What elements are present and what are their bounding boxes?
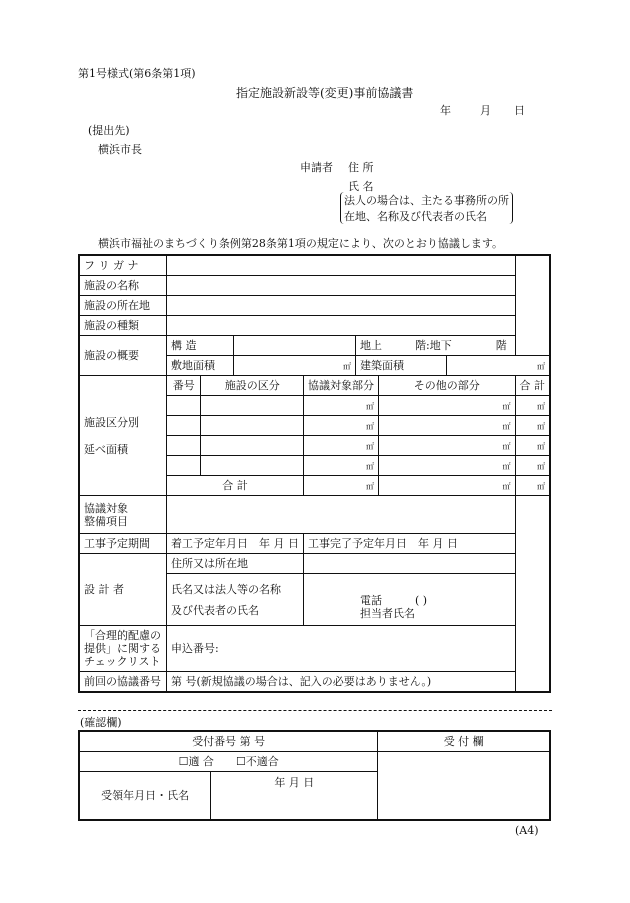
date-year: 年 (440, 104, 451, 117)
total-total[interactable] (515, 476, 550, 496)
building-area-label: 建築面積 (356, 356, 447, 376)
end-ymd: 年 月 日 (417, 537, 458, 550)
checklist-line-3: チェックリスト (84, 655, 161, 668)
other-field[interactable] (378, 396, 515, 416)
target-items-field[interactable] (166, 496, 515, 534)
number-field[interactable] (166, 456, 201, 476)
total-other[interactable] (378, 476, 515, 496)
division-area-label (79, 376, 166, 496)
consultation-table (78, 254, 551, 693)
designer-address-label: 住所又は所在地 (166, 554, 303, 574)
name-label: 氏 名 (348, 180, 374, 193)
unit: ㎡ (502, 461, 511, 471)
other-field[interactable] (378, 456, 515, 476)
division-field[interactable] (201, 456, 304, 476)
total-target[interactable] (303, 476, 378, 496)
corp-note (340, 192, 513, 224)
structure-label: 構 造 (166, 336, 233, 356)
receipt-no-field[interactable]: 受付番号 第 号 (79, 731, 378, 752)
target-field[interactable] (303, 436, 378, 456)
facility-overview-label: 施設の概要 (79, 336, 166, 376)
target-field[interactable] (303, 396, 378, 416)
total-field[interactable] (515, 396, 550, 416)
address-label: 住 所 (348, 161, 374, 174)
corp-note-line-1: 法人の場合は、主たる事務所の所 (344, 194, 509, 207)
number-field[interactable] (166, 436, 201, 456)
start-label: 着工予定年月日 (170, 537, 248, 550)
site-area-field[interactable] (233, 356, 355, 376)
unit: ㎡ (365, 481, 374, 491)
furigana-label: フ リ ガ ナ (79, 255, 166, 276)
number-field[interactable] (166, 396, 201, 416)
furigana-field[interactable] (166, 255, 515, 276)
conformity-field (79, 752, 378, 772)
unit: ㎡ (502, 421, 511, 431)
phone-label: 電話 (359, 593, 382, 607)
unit: ㎡ (502, 441, 511, 451)
document-title: 指定施設新設等(変更)事前協議書 (236, 86, 414, 100)
unit: ㎡ (502, 401, 511, 411)
total-row-label: 合 計 (166, 476, 303, 496)
col-total: 合 計 (515, 376, 550, 396)
receipt-stamp-field[interactable] (378, 752, 550, 820)
floors-end: 階 (495, 339, 507, 352)
target-items-line-1: 協議対象 (84, 501, 128, 515)
end-date-field[interactable] (303, 534, 515, 554)
checklist-label (79, 626, 166, 672)
unit: ㎡ (365, 461, 374, 471)
division-field[interactable] (201, 416, 304, 436)
floors-above: 地上 (360, 339, 383, 352)
applicant-label: 申請者 (300, 161, 333, 174)
facility-name-field[interactable] (166, 276, 515, 296)
designer-name-field[interactable] (303, 574, 515, 626)
unit: ㎡ (537, 441, 545, 451)
total-field[interactable] (515, 416, 550, 436)
form-number: 第1号様式(第6条第1項) (78, 67, 196, 80)
unit: ㎡ (365, 421, 374, 431)
designer-address-field[interactable] (303, 554, 515, 574)
unit: ㎡ (365, 441, 374, 451)
prev-no-field[interactable]: 第 号(新規協議の場合は、記入の必要はありません。) (166, 672, 515, 693)
date-day: 日 (514, 104, 525, 117)
receipt-date-name-label: 受領年月日・氏名 (79, 772, 211, 820)
confirm-table (78, 730, 551, 821)
division-label-1: 施設区分別 (84, 415, 139, 429)
checklist-line-2: 提供」に関する (84, 642, 161, 655)
unit: ㎡ (537, 401, 545, 411)
unit: ㎡ (537, 361, 545, 371)
application-no-field[interactable] (166, 626, 515, 672)
nonconform-checkbox[interactable]: ☐不適合 (235, 755, 279, 768)
division-label-2: 延べ面積 (84, 442, 128, 456)
other-field[interactable] (378, 416, 515, 436)
date-month: 月 (480, 104, 491, 117)
phone-parens: ( ) (414, 593, 428, 607)
facility-type-field[interactable] (166, 316, 515, 336)
unit: ㎡ (343, 361, 352, 371)
conform-checkbox[interactable]: ☐適 合 (178, 755, 214, 768)
facility-location-label: 施設の所在地 (79, 296, 166, 316)
designer-label: 設 計 者 (79, 554, 166, 626)
building-area-field[interactable] (447, 356, 551, 376)
unit: ㎡ (537, 461, 545, 471)
col-number: 番号 (166, 376, 201, 396)
checklist-line-1: 「合理的配慮の (84, 629, 161, 642)
corp-note-line-2: 在地、名称及び代表者の氏名 (344, 210, 487, 223)
other-field[interactable] (378, 436, 515, 456)
unit: ㎡ (537, 421, 545, 431)
end-label: 工事完了予定年月日 (307, 537, 407, 550)
floors-field[interactable] (356, 336, 515, 356)
floors-mid: 階:地下 (415, 339, 452, 352)
target-items-line-2: 整備項目 (84, 514, 128, 528)
division-field[interactable] (201, 396, 304, 416)
intro-text: 横浜市福祉のまちづくり条例第28条第1項の規定により、次のとおり協議します。 (98, 237, 504, 250)
paper-size: (A4) (515, 824, 539, 837)
designer-name-label (166, 574, 303, 626)
start-ymd: 年 月 日 (258, 537, 299, 550)
submit-to-label: (提出先) (88, 124, 130, 137)
receipt-column-label: 受 付 欄 (378, 731, 550, 752)
facility-location-field[interactable] (166, 296, 515, 316)
facility-name-label: 施設の名称 (79, 276, 166, 296)
col-division: 施設の区分 (201, 376, 304, 396)
confirm-label: (確認欄) (80, 716, 122, 729)
designer-name-line-1: 氏名又は法人等の名称 (170, 582, 281, 596)
prev-no-label: 前回の協議番号 (79, 672, 166, 693)
division-field[interactable] (201, 436, 304, 456)
target-items-label (79, 496, 166, 534)
designer-name-line-2: 及び代表者の氏名 (170, 603, 259, 617)
target-field[interactable] (303, 416, 378, 436)
unit: ㎡ (502, 481, 511, 491)
application-no-label: 申込番号: (170, 642, 219, 655)
schedule-label: 工事予定期間 (79, 534, 166, 554)
target-field[interactable] (303, 456, 378, 476)
total-field[interactable] (515, 456, 550, 476)
col-target: 協議対象部分 (303, 376, 378, 396)
contact-label: 担当者氏名 (359, 606, 415, 620)
structure-field[interactable] (233, 336, 355, 356)
receipt-date-field[interactable]: 年 月 日 (211, 772, 378, 820)
unit: ㎡ (365, 401, 374, 411)
site-area-label: 敷地面積 (166, 356, 233, 376)
col-other: その他の部分 (378, 376, 515, 396)
facility-type-label: 施設の種類 (79, 316, 166, 336)
submit-to: 横浜市長 (98, 143, 142, 156)
total-field[interactable] (515, 436, 550, 456)
start-date-field[interactable] (166, 534, 303, 554)
unit: ㎡ (537, 481, 545, 491)
separator (78, 710, 552, 711)
number-field[interactable] (166, 416, 201, 436)
